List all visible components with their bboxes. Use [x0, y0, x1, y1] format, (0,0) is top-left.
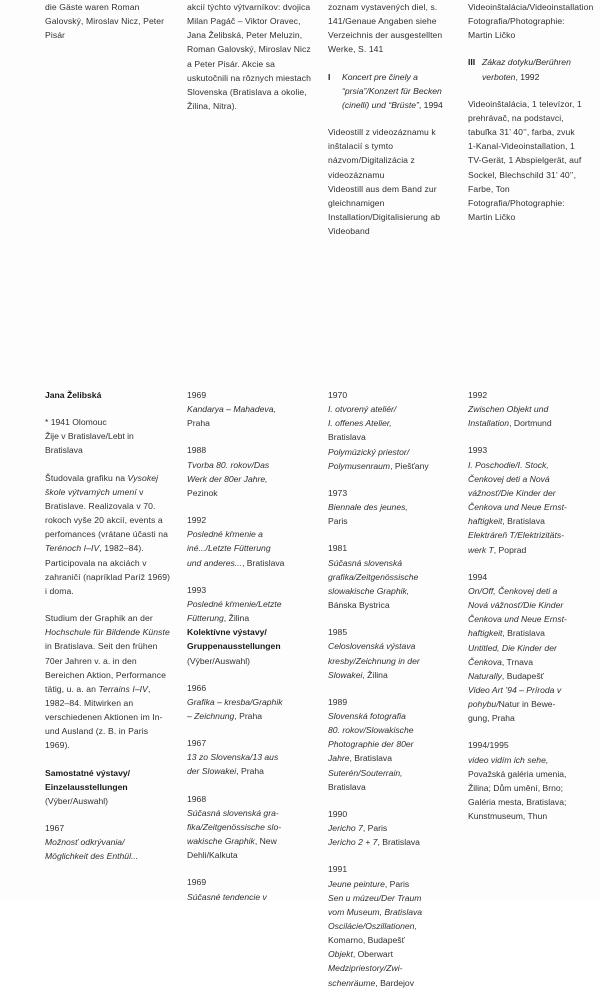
group-title-text: Dehli/Kalkuta: [187, 850, 238, 861]
group-entry: [468, 570, 590, 726]
group-title-line: [187, 848, 315, 862]
group-title-location: , Budapešť: [501, 670, 544, 681]
bio-sk-terrains: Terénoch I–IV: [45, 543, 100, 554]
group-title-text: I. Poschodie/I. Stock,: [468, 459, 549, 470]
group-title-line: [187, 890, 315, 904]
actions-paragraph: akcií týchto výtvarníkov: dvojica Milan Pagáč – Viktor Oravec, Jana Želibská, Peter Meluzin, Roman Galovský, Miroslav Nicz a Peter Pisár. Akcie sa uskutočnili na rôznych miestach Slovenska (Bratislava a okolie, Žilina, Nitra).: [187, 2, 311, 112]
group-year: 1970: [328, 390, 348, 400]
group-title-location: , Bardejov: [375, 977, 414, 988]
bottom-column-2: [187, 388, 315, 904]
group-year: 1994: [468, 571, 488, 582]
group-title-line: [328, 976, 456, 990]
group-title-line: [328, 961, 456, 975]
solo-year: 1988: [187, 445, 207, 456]
group-title-location: , Oberwart: [352, 949, 393, 960]
group-title-text: Naturally: [468, 670, 502, 681]
group-year: 1990: [328, 808, 348, 819]
group-title-text: Biennale des jeunes,: [328, 502, 408, 513]
group-title-line: [468, 795, 590, 809]
group-title-line: [328, 639, 456, 653]
group-title-line: [328, 905, 456, 919]
group-heading-line1: Kolektívne výstavy/: [187, 627, 267, 638]
group-exhibitions-heading: [187, 625, 315, 667]
solo-title-line: [45, 849, 173, 863]
group-title-text: Suterén/Souterrain,: [328, 767, 403, 778]
group-title-line: [468, 543, 590, 557]
group-title-location: , Paris: [362, 823, 388, 834]
group-year: 1985: [328, 627, 348, 638]
solo-title-line: [187, 527, 315, 541]
group-title-location: , Bratislava: [502, 516, 545, 527]
group-title-text: fika/Zeitgenössische slo-: [187, 821, 282, 832]
work-description-sk-III: Videoinštalácia, 1 televízor, 1 prehrávač, na podstavci, tabuľka 31’ 40’’, farba, zvuk: [468, 98, 582, 138]
group-title-location: , Dortmund: [509, 418, 552, 429]
solo-heading-line2: Einzelausstellungen: [45, 781, 128, 792]
group-title-line: [468, 711, 590, 725]
group-title-text: Elektráreň T/Elektrizitäts-: [468, 530, 564, 541]
group-title-text: I. otvorený ateliér/: [328, 404, 397, 415]
group-title-line: [187, 750, 315, 764]
group-title-line: [468, 528, 590, 542]
group-title-text: Untitled, Die Kinder der: [468, 642, 557, 653]
solo-title-text: Möglichkeit des Enthül...: [45, 851, 139, 862]
group-title-text: – Zeichnung: [187, 710, 235, 721]
group-entry: [468, 388, 590, 430]
group-title-text: schenräume: [328, 977, 376, 988]
solo-title-text: Možnosť odkrývania/: [45, 837, 125, 848]
solo-title-line: [187, 556, 315, 570]
group-entry: [187, 875, 315, 903]
group-entry: [328, 862, 456, 989]
group-year: 1973: [328, 487, 348, 498]
group-title-location: , Poprad: [493, 544, 527, 555]
work-year-III: , 1992: [515, 71, 540, 82]
group-title-text: wakische Graphik: [187, 836, 255, 847]
solo-title-text: Posledné kŕmenie a: [187, 529, 263, 540]
bio-sk-part-c: v Bratislave. Realizovala v 70. rokoch vyše 20 akcií, events a perfomances (vrátane účasti na: [45, 486, 168, 540]
work-year-I: , 1994: [418, 99, 443, 110]
group-title-line: [468, 809, 590, 823]
group-title-line: [328, 459, 456, 473]
group-title-line: [328, 933, 456, 947]
group-title-line: [468, 767, 590, 781]
group-title-line: [468, 683, 590, 697]
group-title-line: [187, 806, 315, 820]
group-title-text: Medzipriestory/Zwi-: [328, 963, 403, 974]
bottom-column-3: [328, 388, 456, 990]
work-title-I: Koncert pre činely a “prsia”/Konzert für Becken (cinelli) und “Brüste”: [342, 71, 442, 110]
group-title-text: Čenkova: [468, 656, 502, 667]
group-title-text: Bratislava: [328, 781, 366, 792]
work-title-III: Zákaz dotyku/Berühren verboten: [482, 57, 571, 82]
group-title-text: I. offenes Atelier,: [328, 418, 392, 429]
group-title-line: [328, 947, 456, 961]
photo-credit-lower: Fotografia/Photographie: Martin Ličko: [468, 197, 565, 223]
group-title-text: vom Museum, Bratislava: [328, 906, 423, 917]
group-title-line: [328, 751, 456, 765]
group-title-line: [468, 584, 590, 598]
group-title-line: [328, 709, 456, 723]
group-title-location: , Praha: [236, 766, 264, 777]
solo-year: 1993: [187, 584, 207, 595]
solo-title-line: [187, 416, 315, 430]
solo-title-line: [187, 458, 315, 472]
bottom-column-1: [45, 388, 173, 864]
top-column-2: [187, 0, 315, 113]
group-entry: [328, 486, 456, 528]
work-entry-III: [468, 55, 590, 83]
group-title-text: Jeune peinture: [328, 878, 385, 889]
group-title-text: Polymúzický priestor/: [328, 446, 410, 457]
group-title-text: Čenkova und Neue Ernst-: [468, 502, 567, 513]
group-title-text: Paris: [328, 516, 348, 527]
solo-entry: [187, 583, 315, 625]
group-entry: [328, 541, 456, 612]
guest-list-paragraph: die Gäste waren Roman Galovský, Miroslav Nicz, Peter Pisár: [45, 2, 165, 41]
solo-title-text: und anderes...: [187, 557, 242, 568]
group-title-text: Bratislava: [328, 432, 366, 443]
group-title-location: , Bratislava: [502, 628, 545, 639]
group-title-text: Galéria mesta, Bratislava;: [468, 797, 567, 808]
group-title-line: [468, 753, 590, 767]
work-numeral-III: III: [468, 57, 476, 68]
solo-title-location: , Žilina: [223, 613, 250, 624]
solo-title-location: , Bratislava: [241, 557, 285, 568]
group-title-line: [468, 472, 590, 486]
group-year: 1993: [468, 445, 488, 456]
group-heading-line2: Gruppenausstellungen: [187, 641, 281, 652]
solo-year: 1969: [187, 390, 207, 400]
group-title-location: Natur in Bewe-: [498, 699, 556, 710]
group-year: 1989: [328, 696, 348, 707]
group-entry: [328, 625, 456, 682]
group-title-text: kresby/Zeichnung in der: [328, 655, 420, 666]
group-title-text: Kunstmuseum, Thun: [468, 811, 548, 822]
group-entry: [187, 736, 315, 778]
solo-title-line: [187, 402, 315, 416]
group-title-line: [468, 697, 590, 711]
group-title-line: [328, 445, 456, 459]
bio-de-part-c: in Bratislava. Seit den frühen 70er Jahren v. a. in den Bereichen Aktion, Performance tätig, u. a. an: [45, 641, 166, 694]
group-title-line: [328, 500, 456, 514]
group-title-text: Žilina; Dům umění, Brno;: [468, 782, 564, 793]
solo-selection-note: (Výber/Auswahl): [45, 795, 109, 806]
group-title-line: [187, 820, 315, 834]
work-numeral-I: I: [328, 71, 331, 82]
solo-title-text: Kandarya – Mahadeva,: [187, 404, 276, 415]
solo-title-line: [187, 597, 315, 611]
group-title-text: Čenkovej deti a Nová: [468, 473, 550, 484]
artist-bio-de: [45, 611, 173, 753]
group-title-text: der Slowakei: [187, 766, 237, 777]
group-title-text: Installation: [468, 418, 510, 429]
solo-title-line: [45, 835, 173, 849]
group-title-location: , Bratislava: [349, 753, 393, 764]
group-entries-col2: [187, 681, 315, 904]
group-entries-col3: [328, 388, 456, 990]
solo-title-text: Pezinok: [187, 487, 218, 498]
group-title-line: [468, 612, 590, 626]
group-title-text: 13 zo Slovenska/13 aus: [187, 752, 279, 763]
group-title-text: Oscilácie/Oszillationen,: [328, 921, 417, 931]
group-year: 1968: [187, 793, 207, 804]
group-title-text: Grafika – kresba/Graphik: [187, 696, 283, 707]
top-column-4: [468, 0, 594, 224]
caption-lead: Videoinštalácia/Videoinstallation: [468, 2, 594, 12]
group-title-line: [328, 877, 456, 891]
group-title-line: [328, 598, 456, 612]
group-title-text: Súčasné tendencie v: [187, 891, 267, 902]
group-entry: [328, 388, 456, 473]
bottom-column-4: [468, 388, 590, 823]
solo-exhibitions-heading: [45, 766, 173, 808]
group-title-text: Video Art ’94 – Príroda v: [468, 684, 562, 695]
group-title-line: [328, 668, 456, 682]
group-title-line: [328, 723, 456, 737]
group-title-text: Nová vážnosť/Die Kinder: [468, 600, 564, 611]
group-entry: [328, 695, 456, 794]
group-title-text: Objekt: [328, 949, 353, 960]
group-title-line: [328, 556, 456, 570]
work-description-de-I: Videostill aus dem Band zur gleichnamigen Installation/Digitalisierung ab Videoband: [328, 183, 441, 237]
solo-entries-col2: [187, 388, 315, 625]
top-column-3: [328, 0, 456, 238]
solo-title-line: [187, 472, 315, 486]
group-title-text: grafika/Zeitgenössische: [328, 571, 419, 582]
group-title-text: Jericho 7: [328, 823, 363, 834]
group-title-text: Polymusenraum: [328, 460, 391, 471]
group-title-text: vážnosť/Die Kinder der: [468, 487, 556, 498]
work-description-de-III: 1-Kanal-Videoinstallation, 1 TV-Gerät, 1 Abspielgerät, auf Sockel, Blechschild 31’ 40’’, Farbe, Ton: [468, 141, 582, 194]
group-title-text: haftigkeit: [468, 516, 503, 527]
group-entry: [187, 792, 315, 863]
group-year: 1992: [468, 390, 488, 400]
group-title-line: [468, 641, 590, 655]
bio-de-part-a: Studium der Graphik an der: [45, 613, 153, 624]
group-title-location: , Žilina: [362, 669, 388, 680]
group-year: 1991: [328, 864, 348, 875]
group-title-location: , Bratislava: [377, 837, 420, 848]
work-entry-I: [328, 70, 456, 112]
solo-title-line: [187, 541, 315, 555]
group-entry: [187, 681, 315, 723]
group-title-text: Jahre: [328, 753, 350, 764]
bio-de-terrains: Terrains I–IV: [98, 683, 148, 694]
group-title-line: [468, 500, 590, 514]
group-title-line: [328, 402, 456, 416]
group-title-line: [468, 514, 590, 528]
group-entry: [468, 443, 590, 556]
group-title-line: [468, 402, 590, 416]
group-title-text: haftigkeit: [468, 628, 503, 639]
group-title-line: [328, 766, 456, 780]
group-year: 1981: [328, 543, 348, 554]
group-title-line: [468, 486, 590, 500]
group-title-text: Slovenská fotografia: [328, 710, 406, 721]
group-title-line: [468, 598, 590, 612]
group-title-text: video vidím ich sehe,: [468, 754, 549, 765]
group-title-text: Bánska Bystrica: [328, 600, 390, 611]
solo-title-line: [187, 611, 315, 625]
group-title-line: [187, 709, 315, 723]
solo-title-text: Tvorba 80. rokov/Das: [187, 459, 270, 470]
group-title-line: [328, 430, 456, 444]
group-title-line: [468, 626, 590, 640]
group-title-text: 80. rokov/Slowakische: [328, 725, 414, 736]
group-title-text: Súčasná slovenská gra-: [187, 807, 279, 818]
group-title-text: werk T: [468, 544, 494, 555]
solo-entry: [187, 513, 315, 570]
bio-sk-school: Vysokej škole výtvarných umení: [45, 472, 159, 497]
group-title-text: On/Off, Čenkovej deti a: [468, 585, 558, 596]
group-title-line: [187, 834, 315, 848]
group-title-line: [187, 695, 315, 709]
group-title-location: , New: [254, 836, 277, 847]
solo-title-text: Fütterung: [187, 613, 224, 624]
group-title-line: [328, 737, 456, 751]
solo-title-line: [187, 486, 315, 500]
group-title-line: [468, 669, 590, 683]
group-year: 1967: [187, 738, 207, 749]
artist-lives: Žije v Bratislave/Lebt in Bratislava: [45, 431, 134, 456]
group-title-line: [328, 821, 456, 835]
solo-title-text: Praha: [187, 418, 210, 429]
top-column-1: [45, 0, 173, 42]
bio-de-school: Hochschule für Bildende Künste: [45, 627, 170, 638]
artist-vitals: [45, 415, 173, 457]
group-title-text: pohybu/: [468, 699, 499, 710]
group-year: 1969: [187, 877, 207, 888]
group-title-text: gung, Praha: [468, 713, 515, 724]
group-title-text: Jericho 2 + 7: [328, 837, 378, 848]
group-title-line: [187, 764, 315, 778]
group-title-location: , Trnava: [501, 656, 533, 667]
artist-bio-sk: [45, 471, 173, 598]
group-year: 1966: [187, 682, 207, 693]
group-title-text: Komarno, Budapešť: [328, 935, 405, 946]
group-year: 1994/1995: [468, 740, 509, 751]
bio-sk-part-a: Študovala grafiku na: [45, 472, 128, 483]
group-title-line: [328, 835, 456, 849]
group-title-text: Súčasná slovenská: [328, 557, 403, 568]
group-entries-col4: [468, 388, 590, 823]
group-title-location: , Praha: [234, 710, 263, 721]
group-title-line: [328, 654, 456, 668]
group-title-text: Čenkova und Neue Ernst-: [468, 614, 567, 625]
group-title-line: [328, 570, 456, 584]
group-entry: [468, 738, 590, 823]
group-title-text: Zwischen Objekt und: [468, 404, 549, 415]
solo-title-text: iné.../Letzte Fütterung: [187, 543, 271, 554]
group-title-line: [328, 780, 456, 794]
solo-entry: [187, 388, 315, 430]
group-title-line: [328, 919, 456, 933]
group-title-line: [468, 781, 590, 795]
group-title-line: [328, 416, 456, 430]
solo-year: 1992: [187, 515, 207, 526]
group-title-location: , Piešťany: [390, 460, 429, 471]
solo-title-text: Werk der 80er Jahre,: [187, 473, 268, 484]
work-description-sk-I: Videostill z videozáznamu k inštalacií s tymto názvom/Digitalizácia z videozáznamu: [328, 127, 436, 180]
solo-entry: [187, 443, 315, 500]
bio-de-part-e: , 1982–84. Mitwirken an verschiedenen Aktionen im In- und Ausland (z. B. in Paris 1969).: [45, 683, 163, 751]
group-title-location: , Paris: [384, 878, 410, 889]
group-selection-note: (Výber/Auswahl): [187, 655, 251, 666]
group-title-text: Celoslovenská výstava: [328, 641, 416, 652]
artist-name: Jana Želibská: [45, 390, 102, 400]
solo-entries-col1: [45, 821, 173, 863]
group-title-line: [468, 458, 590, 472]
group-title-text: slowakische Graphik,: [328, 585, 410, 596]
solo-year: 1967: [45, 823, 65, 834]
group-entry: [328, 807, 456, 849]
artist-born: * 1941 Olomouc: [45, 417, 107, 428]
group-title-line: [468, 416, 590, 430]
bio-sk-part-e: , 1982–84). Participovala na akciách v zahraničí (napríklad Paríž 1969) i doma.: [45, 543, 171, 596]
group-title-line: [328, 584, 456, 598]
solo-title-text: Posledné kŕmenie/Letzte: [187, 598, 282, 609]
group-title-line: [328, 514, 456, 528]
group-title-line: [328, 891, 456, 905]
group-title-text: Považská galéria umenia,: [468, 768, 567, 779]
group-title-line: [468, 655, 590, 669]
solo-heading-line1: Samostatné výstavy/: [45, 767, 131, 778]
photo-credit-upper: Fotografia/Photographie: Martin Ličko: [468, 16, 565, 41]
group-title-text: Sen u múzeu/Der Traum: [328, 892, 422, 903]
group-title-text: Photographie der 80er: [328, 739, 414, 750]
solo-entry: [45, 821, 173, 863]
works-reference: zoznam vystavených diel, s. 141/Genaue Angaben siehe Verzeichnis der ausgestellten Werke, S. 141: [328, 2, 443, 55]
group-title-text: Slowakei: [328, 669, 363, 680]
